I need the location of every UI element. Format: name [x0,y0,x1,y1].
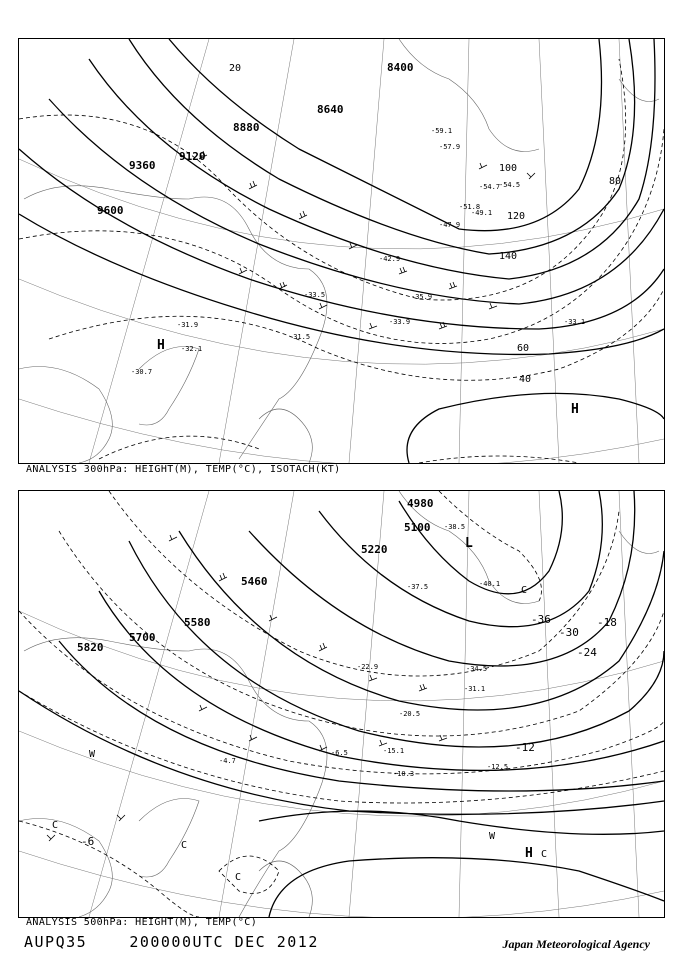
isotach-label: 40 [519,374,532,385]
temperature-label: -35.9 [411,293,433,301]
station-value: -37.5 [407,583,429,591]
cold-core-marker: C [541,849,548,860]
temperature-label: -32.1 [181,345,203,353]
cold-core-marker: C [521,585,528,596]
temperature-label: -33.5 [304,291,326,299]
station-value: -34.5 [466,665,488,673]
agency-credit: Japan Meteorological Agency [502,937,650,951]
isotach-label: 20 [229,63,242,74]
coastlines [19,491,659,917]
height-label: 8400 [387,61,414,74]
temperature-label: -33.9 [389,318,411,326]
height-label: 9360 [129,159,156,172]
analysis-300hpa-map [18,38,665,464]
isotherm-label: -18 [597,616,617,629]
isotherm-label: -6 [81,835,95,848]
low-pressure-marker: L [465,536,473,551]
cold-core-marker: C [52,820,59,831]
isotach-label: 60 [517,343,530,354]
height-label: 5220 [361,543,388,556]
temperature-label: -51.8 [459,203,481,211]
height-label: 9120 [179,150,206,163]
panel-caption-300hpa: ANALYSIS 300hPa: HEIGHT(M), TEMP(°C), ISOTACH(KT) [26,464,341,475]
temperature-label: -31.9 [177,321,199,329]
station-value: -6.5 [331,749,348,757]
station-value: -10.3 [393,770,415,778]
temperature-label: -57.9 [439,143,461,151]
station-value: -12.5 [487,763,509,771]
warm-core-marker: W [489,831,496,842]
height-label: 5100 [404,521,431,534]
high-pressure-marker: H [157,338,165,353]
height-label: 5580 [184,616,211,629]
height-label: 8640 [317,103,344,116]
isotach-lines [19,59,664,463]
height-label: 5820 [77,641,104,654]
analysis-500hpa-map [18,490,665,918]
station-value: -38.5 [444,523,466,531]
station-value: -40.1 [479,580,501,588]
map-canvas-300hpa [19,39,664,463]
chart-code: AUPQ35 [24,933,88,951]
station-value: -4.7 [219,757,236,765]
temperature-label: -54.5 [499,181,521,189]
isotherm-label: -24 [577,646,597,659]
isotherm-label: -12 [515,741,535,754]
station-value: -22.9 [357,663,379,671]
temperature-label: -42.9 [379,255,401,263]
temperature-label: -31.5 [289,333,311,341]
temperature-label: -30.7 [131,368,153,376]
isotach-label: 100 [499,163,518,174]
isotach-label: 140 [499,251,518,262]
height-label: 5460 [241,575,268,588]
temperature-label: -33.1 [564,318,586,326]
station-value: -31.1 [464,685,486,693]
height-label-group [77,497,434,654]
temperature-label: -54.7 [479,183,501,191]
isotherm-lines [19,491,664,917]
temperature-label: -49.1 [471,209,493,217]
cold-core-marker: C [235,872,242,883]
isotach-label: 80 [609,176,622,187]
valid-time: 200000UTC DEC 2012 [129,933,319,951]
height-contours [19,491,664,917]
cold-core-marker: C [181,840,188,851]
graticule [19,491,664,917]
height-label: 5700 [129,631,156,644]
warm-core-marker: W [89,749,96,760]
isotach-label-group [229,63,621,385]
isotherm-label: -36 [531,613,551,626]
high-pressure-marker: H [525,846,533,861]
temperature-label: -47.9 [439,221,461,229]
height-label: 4980 [407,497,434,510]
height-label: 9600 [97,204,124,217]
map-canvas-500hpa [19,491,664,917]
station-value: -15.1 [383,747,405,755]
station-value: -20.5 [399,710,421,718]
isotherm-label: -30 [559,626,579,639]
chart-id-and-time [24,933,319,951]
panel-caption-500hpa: ANALYSIS 500hPa: HEIGHT(M), TEMP(°C) [26,917,258,928]
height-label-group [97,61,414,217]
temperature-label: -59.1 [431,127,453,135]
high-pressure-marker: H [571,402,579,417]
isotach-label: 120 [507,211,526,222]
height-label: 8880 [233,121,260,134]
